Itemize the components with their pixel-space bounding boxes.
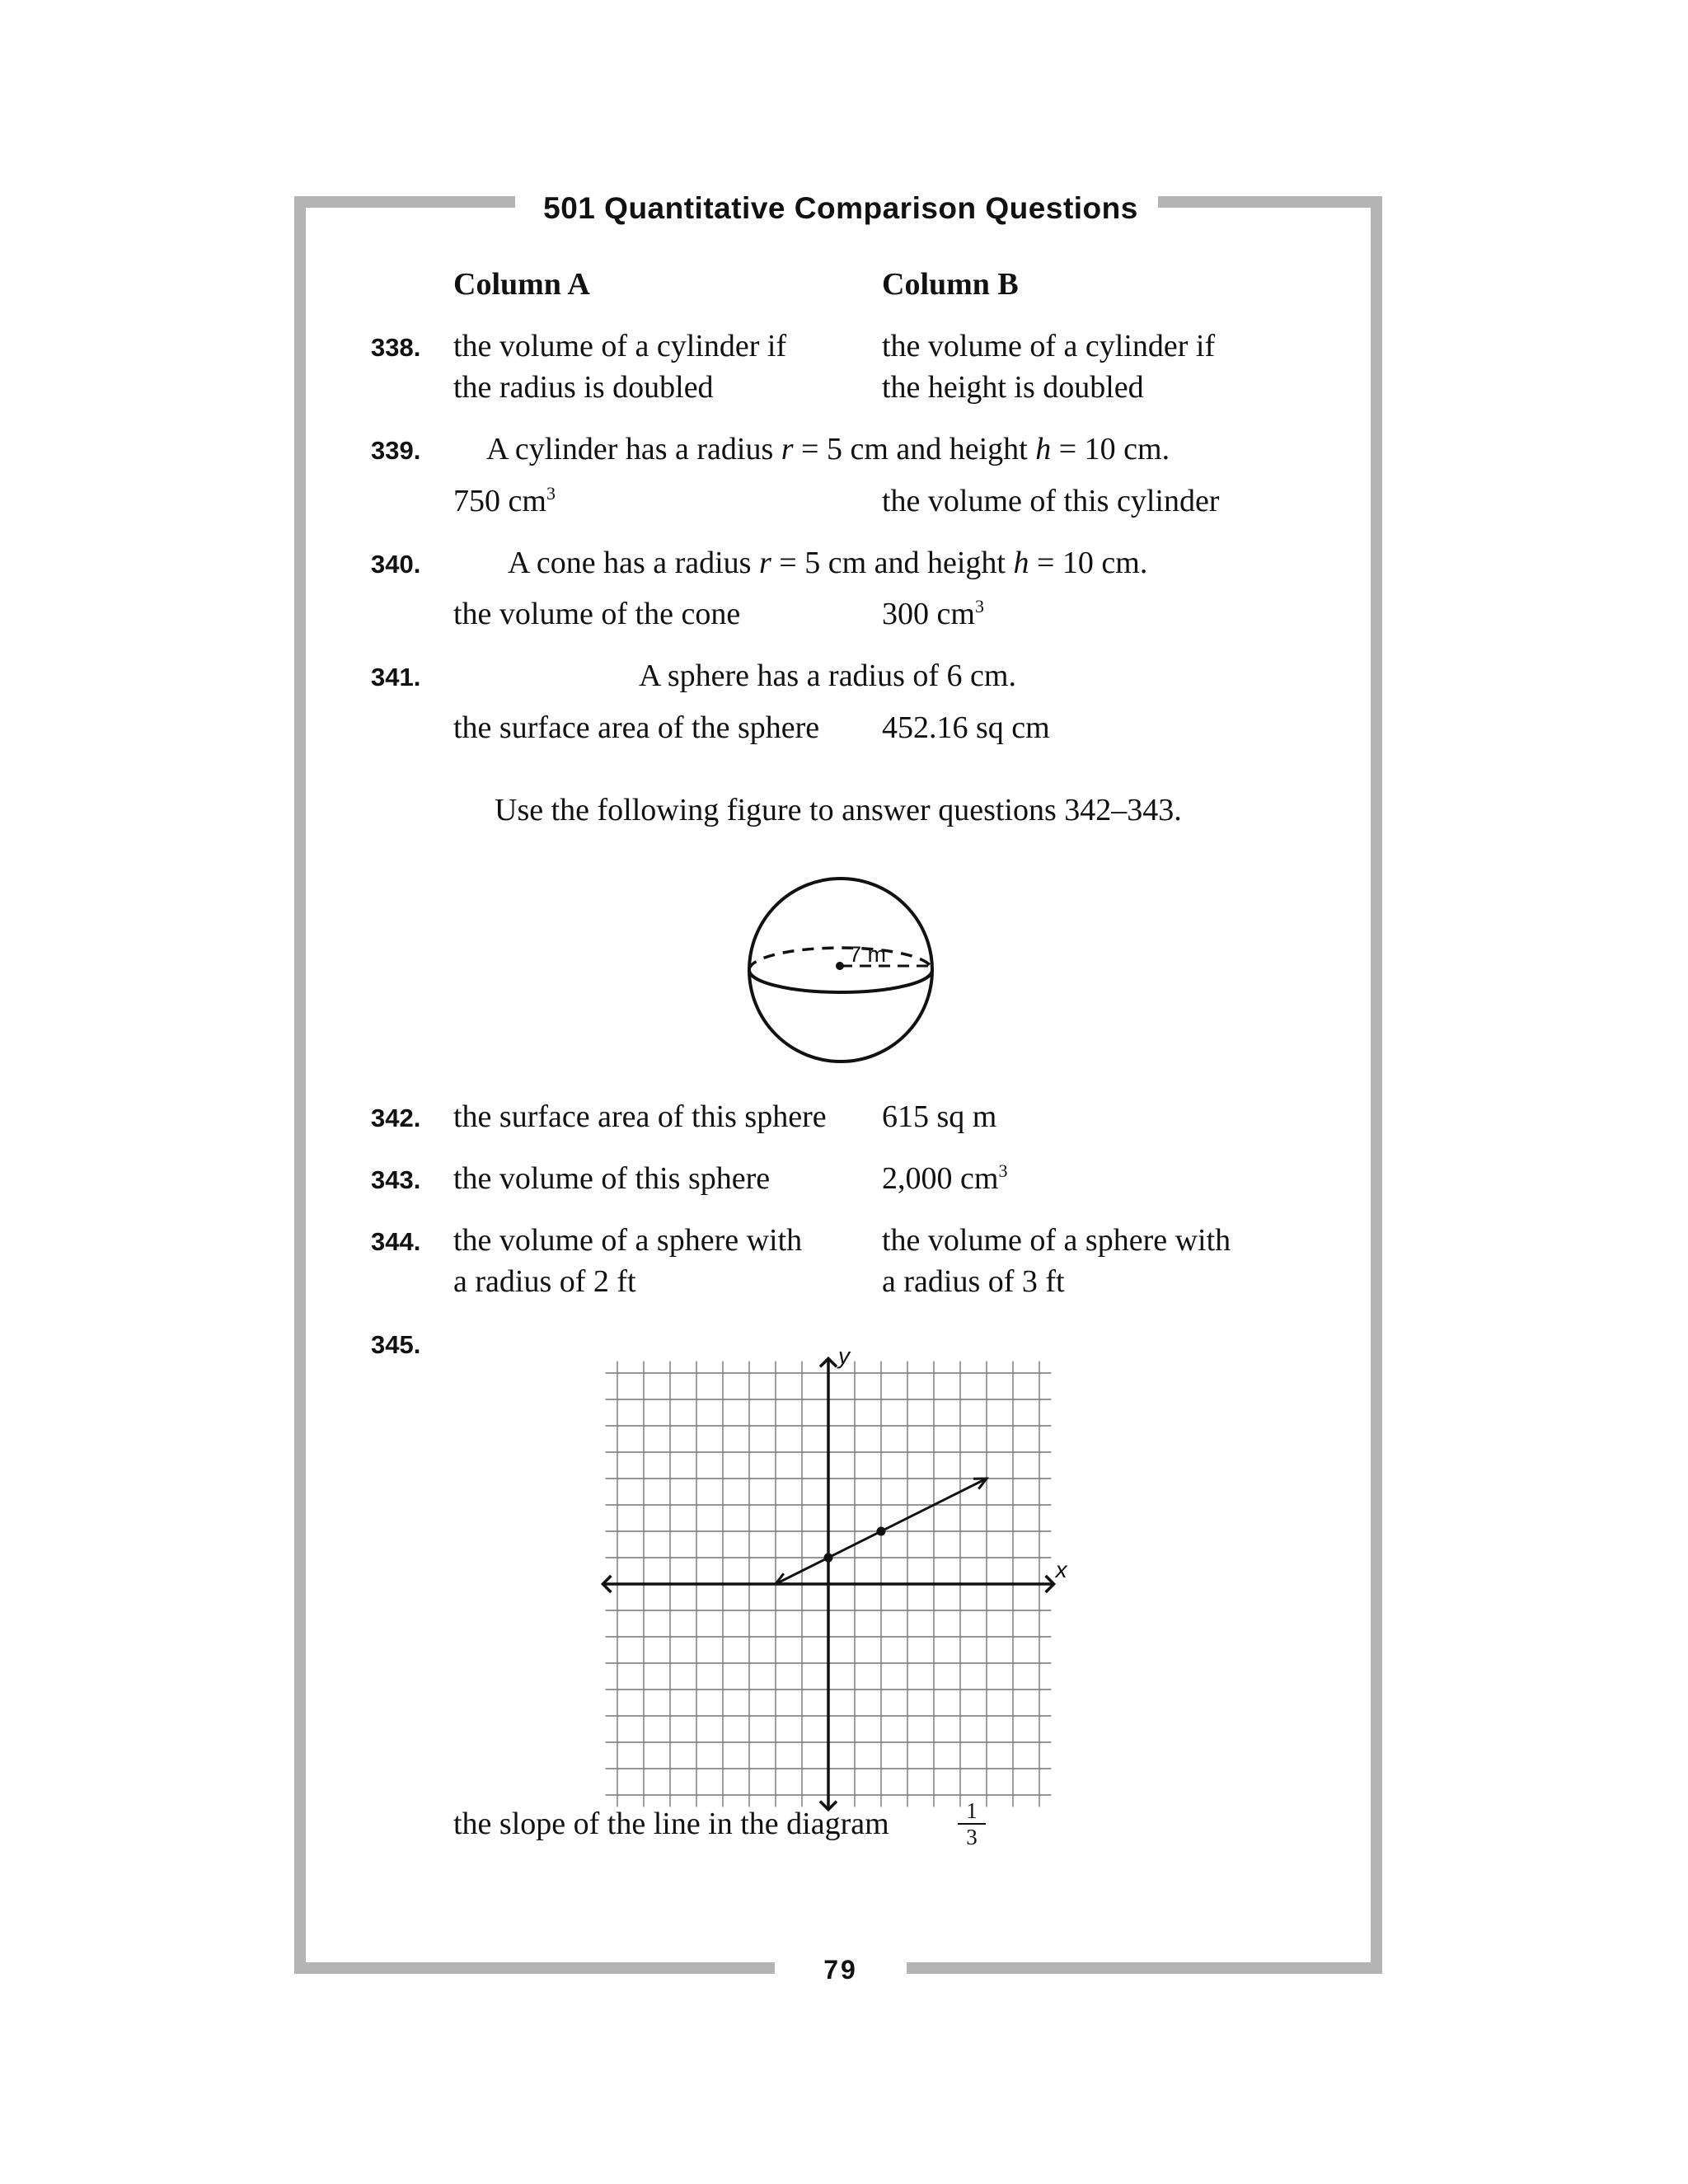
q341-column-b: 452.16 sq cm (882, 710, 1050, 745)
sphere-center-point (836, 962, 844, 970)
q338-column-a-line2: the radius is doubled (453, 370, 714, 405)
q338-column-b-line2: the height is doubled (882, 370, 1144, 405)
frame-right (1371, 196, 1382, 1974)
q338-column-a-line1: the volume of a cylinder if (453, 329, 787, 363)
q345-column-a: the slope of the line in the diagram (453, 1807, 889, 1841)
q342-column-a: the surface area of this sphere (453, 1099, 827, 1134)
q341-stem: A sphere has a radius of 6 cm. (639, 658, 1016, 693)
graph-point (877, 1527, 886, 1536)
q345-column-b-fraction (958, 1798, 986, 1849)
coordinate-graph (610, 1343, 1071, 1805)
q339-column-a: 750 $cm^3$ (453, 483, 556, 518)
sphere-radius-label: 7 m (849, 942, 887, 967)
question-number-343: 343. (371, 1165, 421, 1194)
question-number-340: 340. (371, 550, 421, 579)
q343-column-a: the volume of this sphere (453, 1161, 771, 1196)
y-axis-label: y (838, 1343, 850, 1369)
q339-column-b: the volume of this cylinder (882, 484, 1220, 518)
q344-column-b-line2: a radius of 3 ft (882, 1264, 1065, 1299)
question-number-345: 345. (371, 1330, 421, 1359)
frame-bottom-right (907, 1962, 1382, 1974)
page-header-title: 501 Quantitative Comparison Questions (543, 191, 1138, 225)
frame-top-left (294, 196, 515, 208)
graph-point (824, 1554, 833, 1563)
q340-stem: A cone has a radius r = 5 cm and height h = 10 cm. (508, 546, 1148, 580)
frame-top-right (1158, 196, 1382, 208)
question-number-342: 342. (371, 1104, 421, 1132)
q339-stem: A cylinder has a radius r = 5 cm and height h = 10 cm. (486, 432, 1170, 466)
sphere-equator-front (749, 970, 932, 992)
q340-column-b: 300 $cm^3$ (882, 596, 984, 631)
q343-column-b: 2,000 $cm^3$ (882, 1160, 1008, 1196)
column-b-heading: Column B (882, 267, 1019, 302)
question-number-341: 341. (371, 663, 421, 691)
frame-left (294, 196, 306, 1974)
q341-column-a: the surface area of the sphere (453, 710, 820, 745)
column-a-heading: Column A (453, 267, 590, 302)
figure-instruction: Use the following figure to answer questions 342–343. (495, 793, 1182, 827)
x-axis-label: x (1055, 1557, 1067, 1582)
q344-column-b-line1: the volume of a sphere with (882, 1223, 1231, 1258)
frame-bottom-left (294, 1962, 775, 1974)
q344-column-a-line1: the volume of a sphere with (453, 1223, 803, 1258)
fraction-numerator: 1 (958, 1798, 986, 1825)
q340-column-a: the volume of the cone (453, 597, 741, 631)
sphere-figure (725, 865, 964, 1080)
q338-column-b-line1: the volume of a cylinder if (882, 329, 1216, 363)
q344-column-a-line2: a radius of 2 ft (453, 1264, 636, 1299)
question-number-338: 338. (371, 333, 421, 362)
fraction-denominator: 3 (966, 1825, 978, 1849)
question-number-339: 339. (371, 436, 421, 465)
sphere-outline (749, 879, 932, 1062)
page-number: 79 (823, 1955, 858, 1985)
q342-column-b: 615 sq m (882, 1099, 997, 1134)
question-number-344: 344. (371, 1227, 421, 1256)
